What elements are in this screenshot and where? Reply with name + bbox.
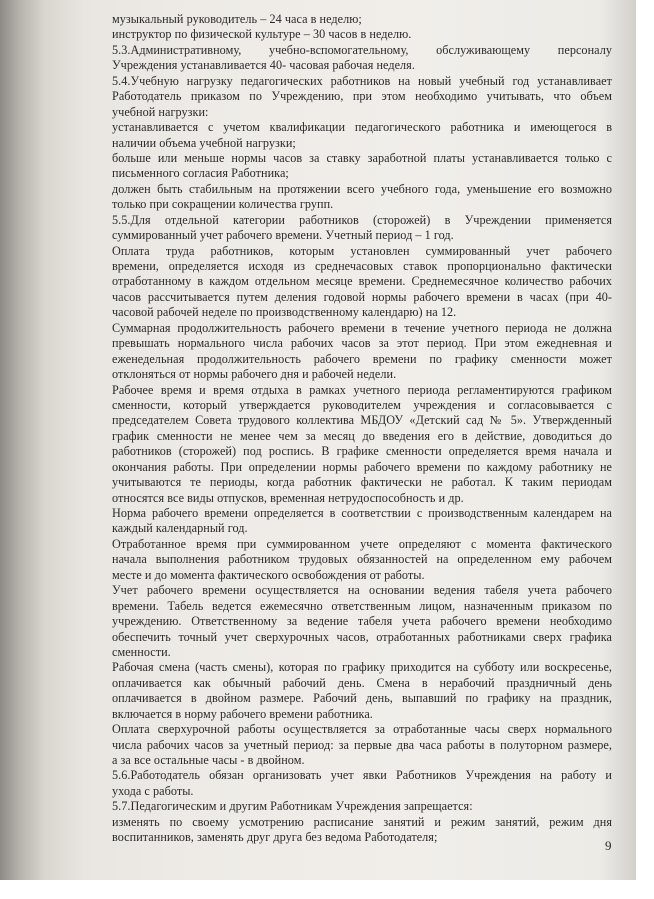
document-line: больше или меньше нормы часов за ставку заработной платы устанавливается только с: [112, 150, 612, 165]
document-line: Отработанное время при суммированном учете определяют с момента фактического: [112, 536, 612, 551]
document-line: отклоняться от нормы рабочего дня и рабочей недели.: [112, 367, 397, 382]
document-line: наличии объема учебной нагрузки;: [112, 135, 296, 150]
document-line: Рабочее время и время отдыха в рамках учетного периода регламентируются графиком: [112, 382, 612, 397]
document-line: Учет рабочего времени осуществляется на основании ведения табеля учета рабочего: [112, 583, 612, 598]
document-line: обеспечить точный учет сверхурочных часов, отработанных работниками сверх графика: [112, 629, 612, 644]
document-line: суммированный учет рабочего времени. Учетный период – 1 год.: [112, 228, 454, 243]
document-line: график сменности не менее чем за месяц до введения его в действие, доводиться до: [112, 428, 612, 443]
document-line: инструктор по физической культуре – 30 часов в неделю.: [112, 27, 412, 42]
document-line: только при сокращении количества групп.: [112, 197, 334, 212]
document-line: еженедельная продолжительность рабочего времени по графику сменности может: [112, 351, 612, 366]
document-line: учреждению. Ответственному за ведение табеля учета рабочего времени необходимо: [112, 614, 612, 629]
document-line: времени, определяется исходя из среднечасовых ставок пропорционально фактически: [112, 259, 612, 273]
document-line: письменного согласия Работника;: [112, 166, 289, 181]
document-line: сменности.: [112, 644, 171, 659]
document-body: [112, 12, 612, 846]
document-line: превышать нормального числа рабочих часов за этот период. При этом ежедневная и: [112, 336, 612, 351]
document-line: 5.3.Административному, учебно-вспомогательному, обслуживающему персоналу: [112, 42, 612, 57]
document-line: работников (сторожей) под роспись. В графике сменности определяется время начала и: [112, 444, 612, 459]
document-line: оплачивается как обычный рабочий день. Смена в нерабочий праздничный день: [112, 675, 612, 690]
document-line: ухода с работы.: [112, 783, 194, 798]
document-line: устанавливается с учетом квалификации педагогического работника и имеющегося в: [112, 120, 612, 135]
document-line: каждый календарный год.: [112, 521, 248, 536]
document-line: окончания работы. При определении нормы рабочего времени по каждому работнику не: [112, 459, 612, 474]
document-line: месте и до момента фактического освобождения от работы.: [112, 567, 425, 582]
document-line: Рабочая смена (часть смены), которая по графику приходится на субботу или воскресенье,: [112, 660, 612, 675]
document-line: должен быть стабильным на протяжении всего учебного года, уменьшение его возможно: [112, 181, 612, 196]
document-line: часов рассчитывается путем деления годовой нормы рабочего времени в часах (при 40-: [112, 289, 612, 304]
page-right-margin: [636, 0, 654, 899]
document-line: относятся все виды отпусков, временная нетрудоспособность и др.: [112, 490, 464, 505]
document-line: времени. Табель ведется ежемесячно ответственным лицом, назначенным приказом по: [112, 598, 612, 613]
document-line: музыкальный руководитель – 24 часа в неделю;: [112, 12, 362, 26]
document-line: учебной нагрузки:: [112, 104, 209, 119]
document-line: включается в норму рабочего времени работника.: [112, 706, 373, 721]
document-line: председателем Совета трудового коллектива МБДОУ «Детский сад № 5». Утвержденный: [112, 413, 612, 428]
document-line: оплачивается в двойном размере. Рабочий день, выпавший по графику на праздник,: [112, 691, 612, 706]
page-number: 9: [605, 838, 612, 853]
document-line: Суммарная продолжительность рабочего времени в течение учетного периода не должна: [112, 320, 612, 335]
document-line: 5.5.Для отдельной категории работников (сторожей) в Учреждении применяется: [112, 212, 612, 227]
document-line: воспитанников, заменять друг друга без ведома Работодателя;: [112, 830, 438, 845]
document-line: начала выполнения работником трудовых обязанностей на определенном ему рабочем: [112, 552, 612, 567]
document-line: 5.4.Учебную нагрузку педагогических работников на новый учебный год устанавливает: [112, 73, 612, 88]
document-line: 5.7.Педагогическим и другим Работникам Учреждения запрещается:: [112, 799, 473, 814]
document-line: часовой рабочей неделе по производственному календарю) на 12.: [112, 305, 457, 320]
document-line: числа рабочих часов за учетный период: за первые два часа работы в полуторном размере,: [112, 737, 612, 752]
page-bottom-margin: [0, 880, 654, 899]
document-line: сменности, который утверждается руководителем учреждения и согласовывается с: [112, 397, 612, 412]
document-line: изменять по своему усмотрению расписание занятий и режим занятий, режим дня: [112, 814, 612, 829]
document-line: Оплата труда работников, которым установлен суммированный учет рабочего: [112, 243, 612, 258]
document-line: а за все остальные часы - в двойном.: [112, 753, 305, 767]
document-line: 5.6.Работодатель обязан организовать учет явки Работников Учреждения на работу и: [112, 768, 612, 783]
document-line: Оплата сверхурочной работы осуществляется за отработанные часы сверх нормального: [112, 722, 612, 737]
document-line: отработанному в каждом отдельном месяце времени. Среднемесячное количество рабочих: [112, 274, 612, 289]
document-line: Учреждения устанавливается 40- часовая рабочая неделя.: [112, 58, 415, 73]
document-line: Работодатель приказом по Учреждению, при этом необходимо учитывать, что объем: [112, 89, 612, 104]
document-line: учитываются те периоды, когда работник фактически не работал. К таким периодам: [112, 475, 612, 490]
document-line: Норма рабочего времени определяется в соответствии с производственным календарем на: [112, 506, 612, 520]
